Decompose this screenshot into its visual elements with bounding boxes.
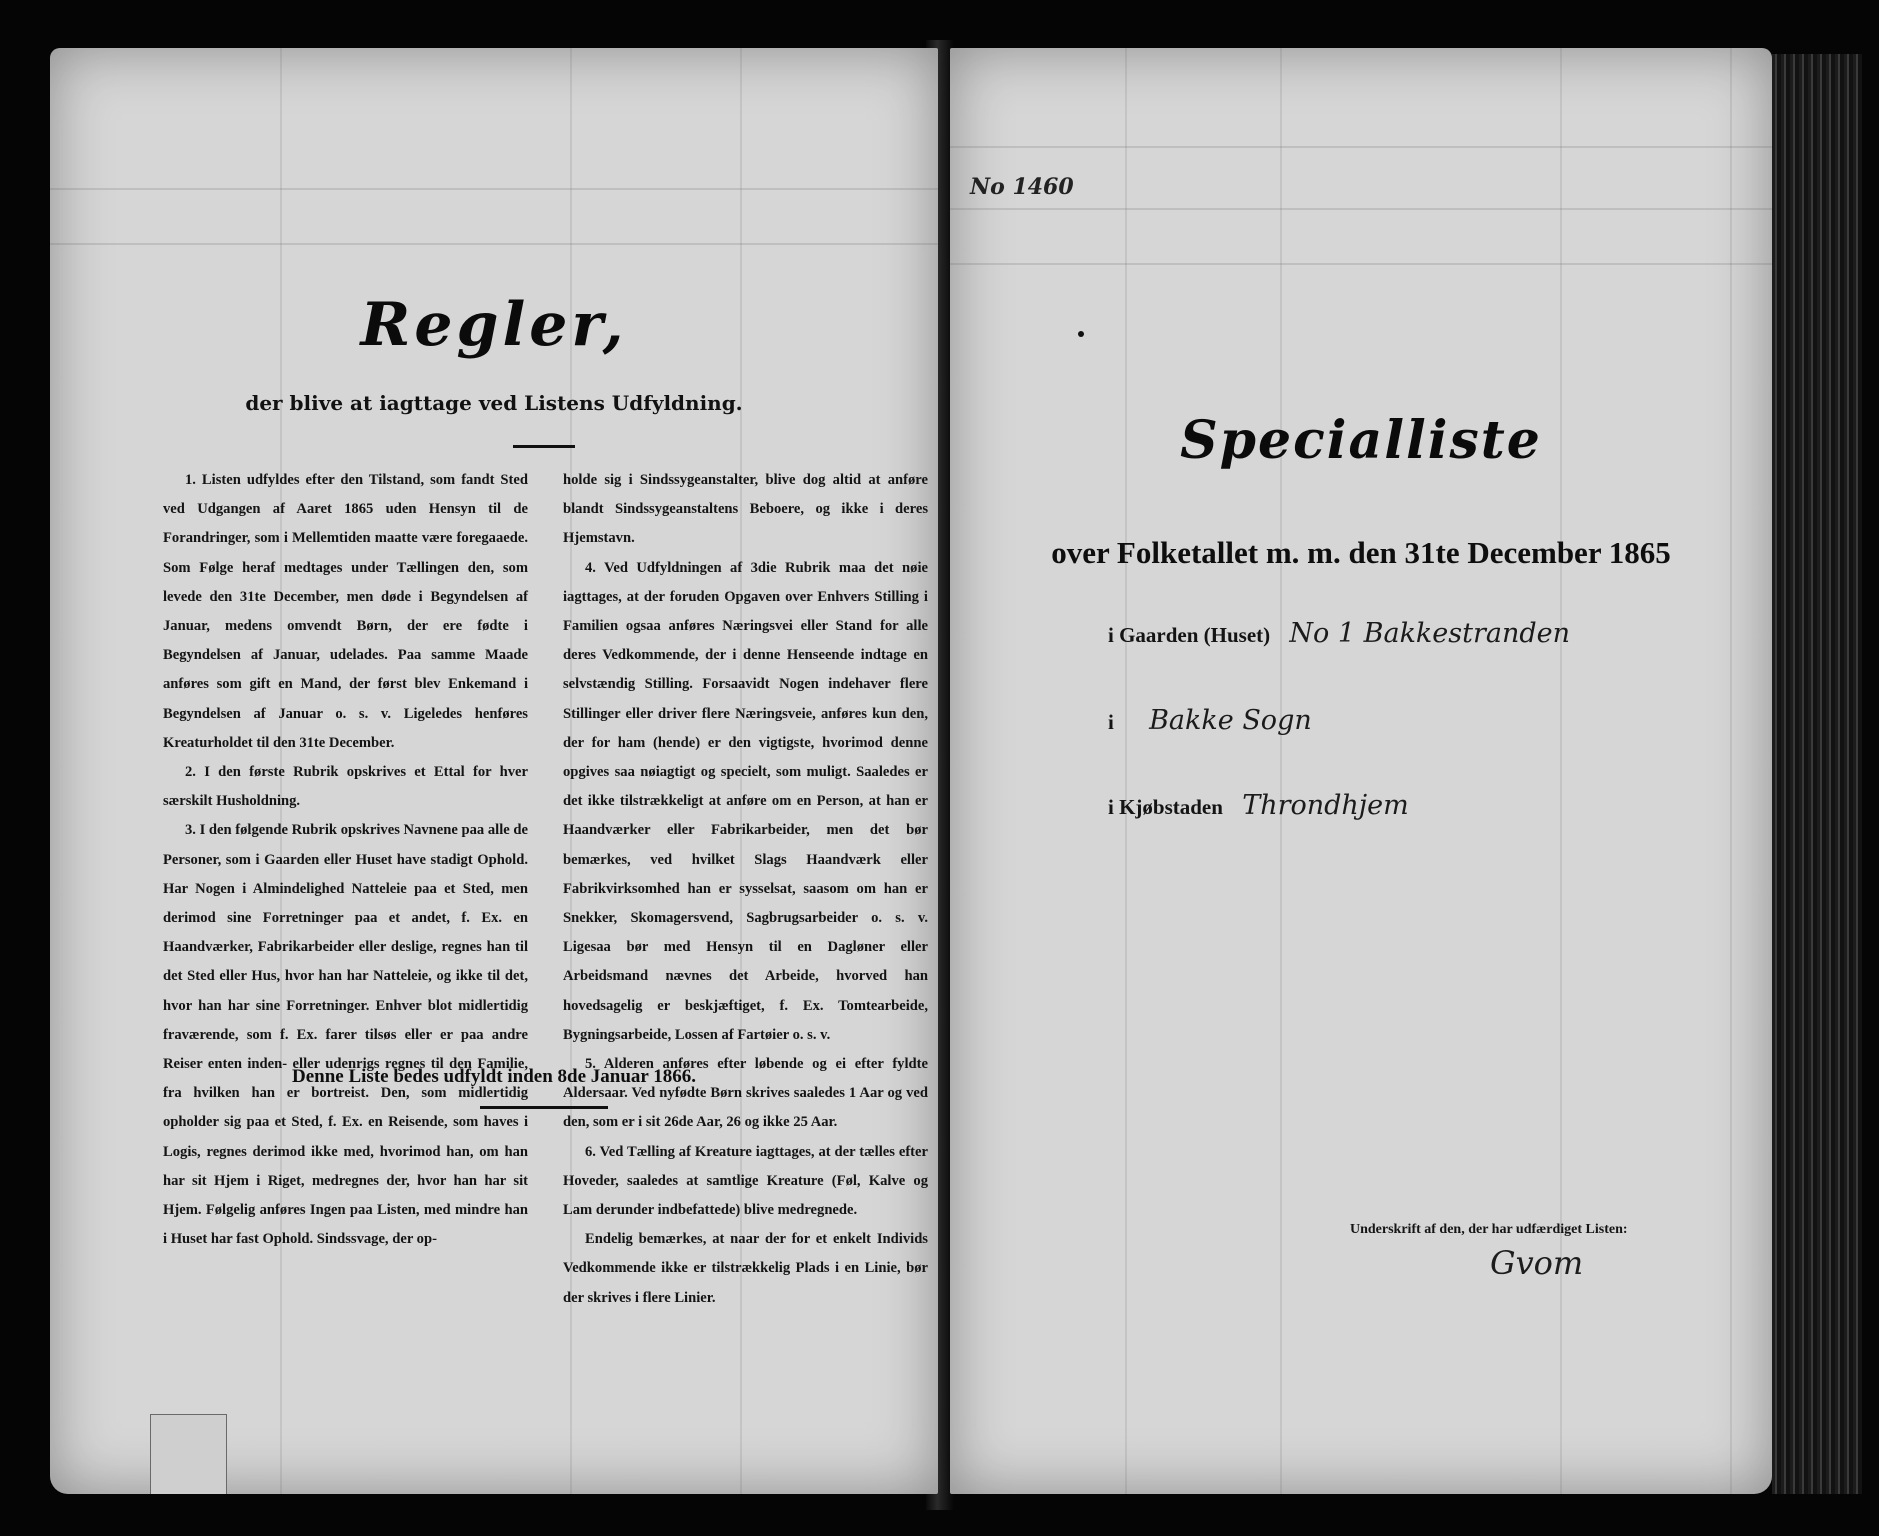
rule-paragraph: 2. I den første Rubrik opskrives et Ettal for hver særskilt Husholdning.	[163, 764, 528, 810]
gaard-label: i Gaarden (Huset)	[1108, 623, 1271, 647]
ink-dot	[1078, 331, 1084, 337]
bleed-line	[1125, 48, 1127, 1494]
rule-paragraph: 3. I den følgende Rubrik opskrives Navnene paa alle de Personer, som i Gaarden eller Huset have stadigt Ophold. Har Nogen i Almindelighed Natteleie paa et Sted, men derimod sine Forretninger paa et andet, f. Ex. en Haandværker, Fabrikarbeider eller deslige, regnes han til det Sted eller Hus, hvor han har Natteleie, og ikke til det, hvor han har sine Forretninger. Enhver blot midlertidig fraværende, som f. Ex. farer tilsøs eller er paa andre Reiser enten inden- eller udenrigs regnes til den Familie, fra hvilken han er bortreist. Den, som midlertidig opholder sig paa et Sted, f. Ex. en Reisende, som haves i Logis, regnes derimod ikke med, hvorimod han, om han har sit Hjem i Riget, medregnes der, hvor han har sit Hjem. Følgelig anføres Ingen paa Listen, med mindre han i Huset har fast Ophold. Sindssvage, der op-	[163, 822, 528, 1248]
rules-subtitle: der blive at iagttage ved Listens Udfyldning.	[245, 391, 743, 415]
right-page	[950, 48, 1772, 1494]
divider	[480, 1106, 608, 1109]
rules-column-right	[563, 466, 928, 1313]
bleed-line	[50, 243, 938, 245]
deadline-note: Denne Liste bedes udfyldt inden 8de Januar 1866.	[292, 1066, 696, 1087]
kjobstad-field	[1108, 790, 1409, 821]
list-title: Specialliste	[1180, 410, 1542, 471]
gaard-field	[1108, 618, 1570, 649]
rules-column-left	[163, 466, 528, 1254]
rules-title: Regler,	[360, 290, 628, 360]
bleed-line	[950, 263, 1772, 265]
kjobstad-value: Throndhjem	[1242, 790, 1409, 821]
page-edges	[1772, 54, 1862, 1494]
bleed-line	[50, 188, 938, 190]
kjobstad-label: i Kjøbstaden	[1108, 795, 1223, 819]
rule-paragraph: 1. Listen udfyldes efter den Tilstand, som fandt Sted ved Udgangen af Aaret 1865 uden Hensyn til de Forandringer, som i Mellemtiden maatte være foregaaede. Som Følge heraf medtages under Tællingen den, som levede den 31te December, men døde i Begyndelsen af Januar, medens omvendt Børn, der ere fødte i Begyndelsen af Januar, udelades. Paa samme Maade anføres som gift en Mand, der først blev Enkemand i Begyndelsen af Januar o. s. v. Ligeledes henføres Kreaturholdet til den 31te December.	[163, 472, 528, 751]
folio-number: No 1460	[970, 174, 1074, 200]
rule-paragraph: 6. Ved Tælling af Kreature iagttages, at der tælles efter Hoveder, saaledes at samtlige Kreature (Føl, Kalve og Lam derunder indbefattede) blive medregnede.	[563, 1143, 928, 1219]
sogn-field	[1108, 705, 1312, 736]
bleed-line	[1280, 48, 1282, 1494]
sogn-value: Bakke Sogn	[1149, 705, 1312, 736]
bleed-line	[1730, 48, 1732, 1494]
left-page	[50, 48, 938, 1494]
list-subtitle: over Folketallet m. m. den 31te December 1865	[1051, 535, 1671, 570]
divider	[513, 445, 575, 448]
rule-paragraph: 4. Ved Udfyldningen af 3die Rubrik maa det nøie iagttages, at der foruden Opgaven over Enhvers Stilling i Familien ogsaa anføres Næringsvei eller Stand for alle deres Vedkommende, der i denne Henseende indtage en selvstændig Stilling. Forsaavidt Nogen indehaver flere Stillinger eller driver flere Næringsveie, anføres kun den, der for ham (hende) er den vigtigste, hvorimod denne opgives saa nøiagtigt og specielt, som muligt. Saaledes er det ikke tilstrækkeligt at anføre om en Person, at han er Haandværker eller Fabrikarbeider, men det bør bemærkes, ved hvilket Slags Haandværk eller Fabrikvirksomhed han er sysselsat, saasom om han er Snekker, Skomagersvend, Sagbrugsarbeider o. s. v. Ligesaa bør med Hensyn til en Dagløner eller Arbeidsmand nævnes det Arbeide, hvorved han hovedsagelig er beskjæftiget, f. Ex. Tomtearbeide, Bygningsarbeide, Lossen af Fartøier o. s. v.	[563, 559, 928, 1043]
signature-label: Underskrift af den, der har udfærdiget Listen:	[1350, 1222, 1628, 1237]
sogn-prefix: i	[1108, 710, 1114, 734]
paper-tab	[150, 1414, 227, 1494]
rule-paragraph: holde sig i Sindssygeanstalter, blive dog altid at anføre blandt Sindssygeanstaltens Beboere, og ikke i deres Hjemstavn.	[563, 472, 928, 547]
bleed-line	[950, 208, 1772, 210]
signature: Gvom	[1490, 1244, 1584, 1282]
bleed-line	[950, 146, 1772, 148]
rule-paragraph: 5. Alderen anføres efter løbende og ei efter fyldte Aldersaar. Ved nyfødte Børn skrives saaledes 1 Aar og ved den, som er i sit 26de Aar, 26 og ikke 25 Aar.	[563, 1056, 928, 1131]
rule-paragraph: Endelig bemærkes, at naar der for et enkelt Individs Vedkommende ikke er tilstrækkelig Plads i en Linie, bør der skrives i flere Linier.	[563, 1231, 928, 1306]
gaard-value: No 1 Bakkestranden	[1289, 618, 1571, 649]
